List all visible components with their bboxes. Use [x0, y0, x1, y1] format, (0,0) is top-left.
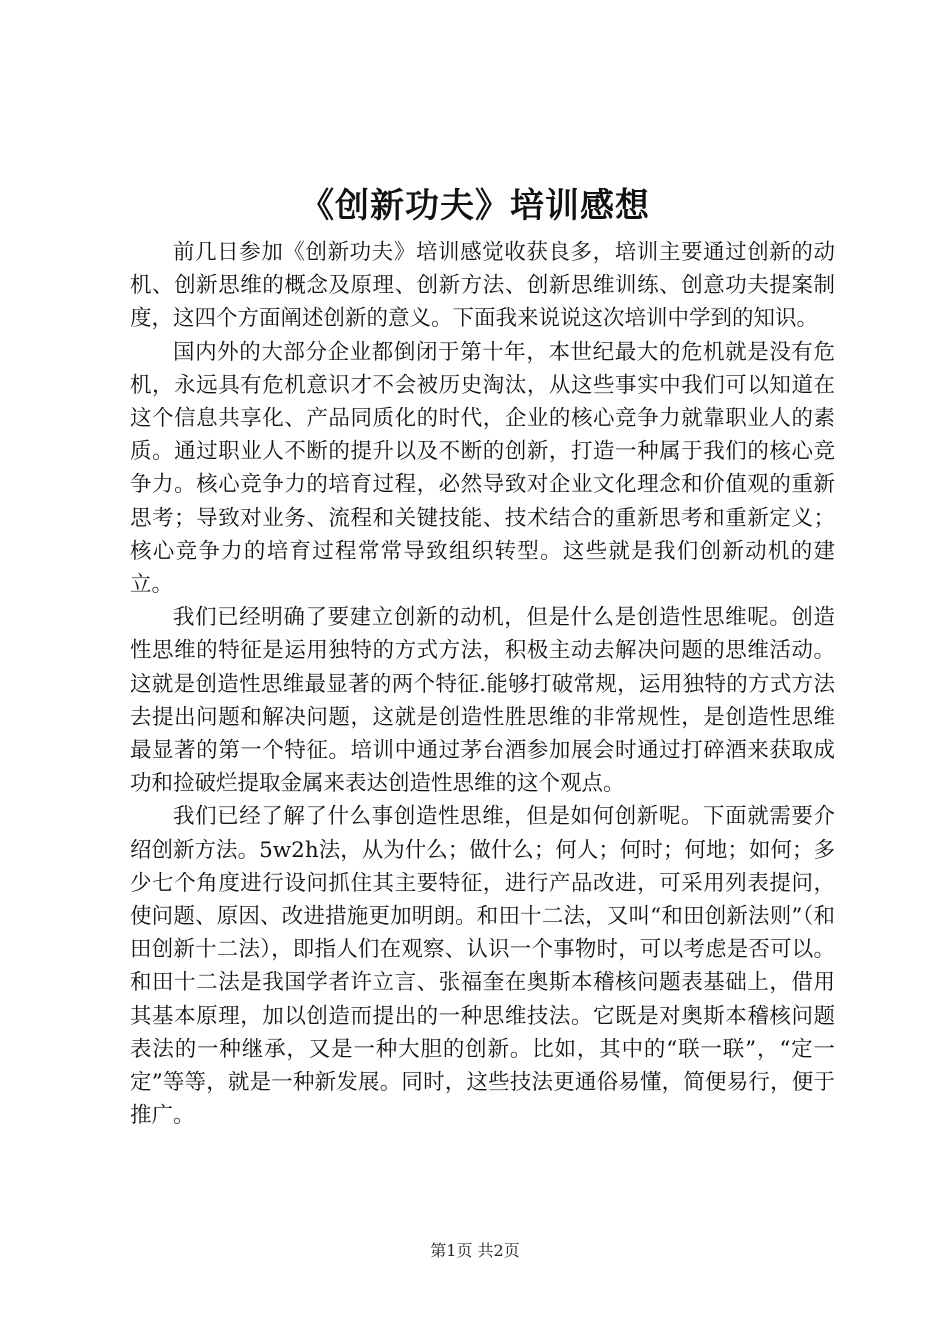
paragraph-1: 前几日参加《创新功夫》培训感觉收获良多，培训主要通过创新的动机、创新思维的概念及原理、创新方法、创新思维训练、创意功夫提案制度，这四个方面阐述创新的意义。下面我来说说这次培训中学到的知识。	[130, 240, 835, 332]
page-footer: 第1页 共2页	[430, 1241, 520, 1260]
document-title: 《创新功夫》培训感想	[300, 186, 650, 226]
paragraph-4: 我们已经了解了什么事创造性思维，但是如何创新呢。下面就需要介绍创新方法。5w2h法，从为什么；做什么；何人；何时；何地；如何；多少七个角度进行设问抓住其主要特征，进行产品改进，可采用列表提问，使问题、原因、改进措施更加明朗。和田十二法，又叫“和田创新法则”（和田创新十二法），即指人们在观察、认识一个事物时，可以考虑是否可以。和田十二法是我国学者许立言、张福奎在奥斯本稽核问题表基础上，借用其基本原理，加以创造而提出的一种思维技法。它既是对奥斯本稽核问题表法的一种继承，又是一种大胆的创新。比如，其中的“联一联”，“定一定”等等，就是一种新发展。同时，这些技法更通俗易懂，简便易行，便于推广。	[130, 804, 835, 1129]
paragraph-2: 国内外的大部分企业都倒闭于第十年，本世纪最大的危机就是没有危机，永远具有危机意识才不会被历史淘汰，从这些事实中我们可以知道在这个信息共享化、产品同质化的时代，企业的核心竞争力就靠职业人的素质。通过职业人不断的提升以及不断的创新，打造一种属于我们的核心竞争力。核心竞争力的培育过程，必然导致对企业文化理念和价值观的重新思考；导致对业务、流程和关键技能、技术结合的重新思考和重新定义；核心竞争力的培育过程常常导致组织转型。这些就是我们创新动机的建立。	[130, 339, 835, 598]
document-body	[130, 236, 835, 1132]
paragraph-3: 我们已经明确了要建立创新的动机，但是什么是创造性思维呢。创造性思维的特征是运用独特的方式方法，积极主动去解决问题的思维活动。这就是创造性思维最显著的两个特征.能够打破常规，运用独特的方式方法去提出问题和解决问题，这就是创造性胜思维的非常规性，是创造性思维最显著的第一个特征。培训中通过茅台酒参加展会时通过打碎酒来获取成功和捡破烂提取金属来表达创造性思维的这个观点。	[130, 605, 835, 797]
